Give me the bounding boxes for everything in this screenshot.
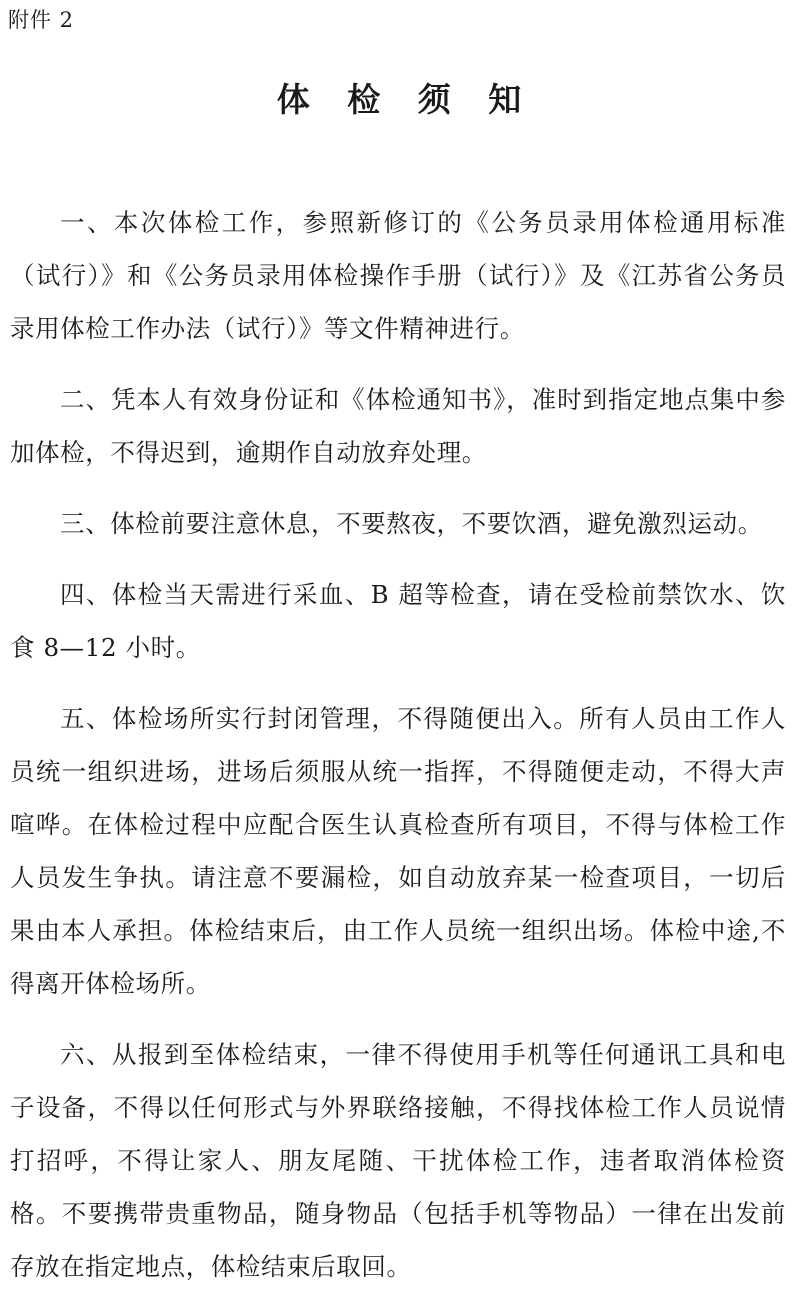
paragraph-5: 五、体检场所实行封闭管理，不得随便出入。所有人员由工作人员统一组织进场，进场后须服从统一指挥，不得随便走动，不得大声喧哗。在体检过程中应配合医生认真检查所有项目，不得与体检工作人员发生争执。请注意不要漏检，如自动放弃某一检查项目，一切后果由本人承担。体检结束后，由工作人员统一组织出场。体检中途,不得离开体检场所。 [10, 704, 786, 998]
paragraph-2: 二、凭本人有效身份证和《体检通知书》，准时到指定地点集中参加体检，不得迟到，逾期作自动放弃处理。 [10, 385, 786, 467]
paragraph-4: 四、体检当天需进行采血、B 超等检查，请在受检前禁饮水、饮食 8—12 小时。 [10, 580, 786, 662]
attachment-label: 附件 2 [8, 8, 75, 32]
document-body [10, 196, 786, 1311]
paragraph-6: 六、从报到至体检结束，一律不得使用手机等任何通讯工具和电子设备，不得以任何形式与外界联络接触，不得找体检工作人员说情打招呼，不得让家人、朋友尾随、干扰体检工作，违者取消体检资格。不要携带贵重物品，随身物品（包括手机等物品）一律在出发前存放在指定地点，体检结束后取回。 [10, 1040, 786, 1281]
document-title: 体 检 须 知 [276, 80, 524, 119]
paragraph-3: 三、体检前要注意休息，不要熬夜，不要饮酒，避免激烈运动。 [60, 509, 763, 538]
paragraph-1: 一、本次体检工作，参照新修订的《公务员录用体检通用标准（试行）》和《公务员录用体检操作手册（试行）》及《江苏省公务员录用体检工作办法（试行）》等文件精神进行。 [10, 208, 786, 343]
